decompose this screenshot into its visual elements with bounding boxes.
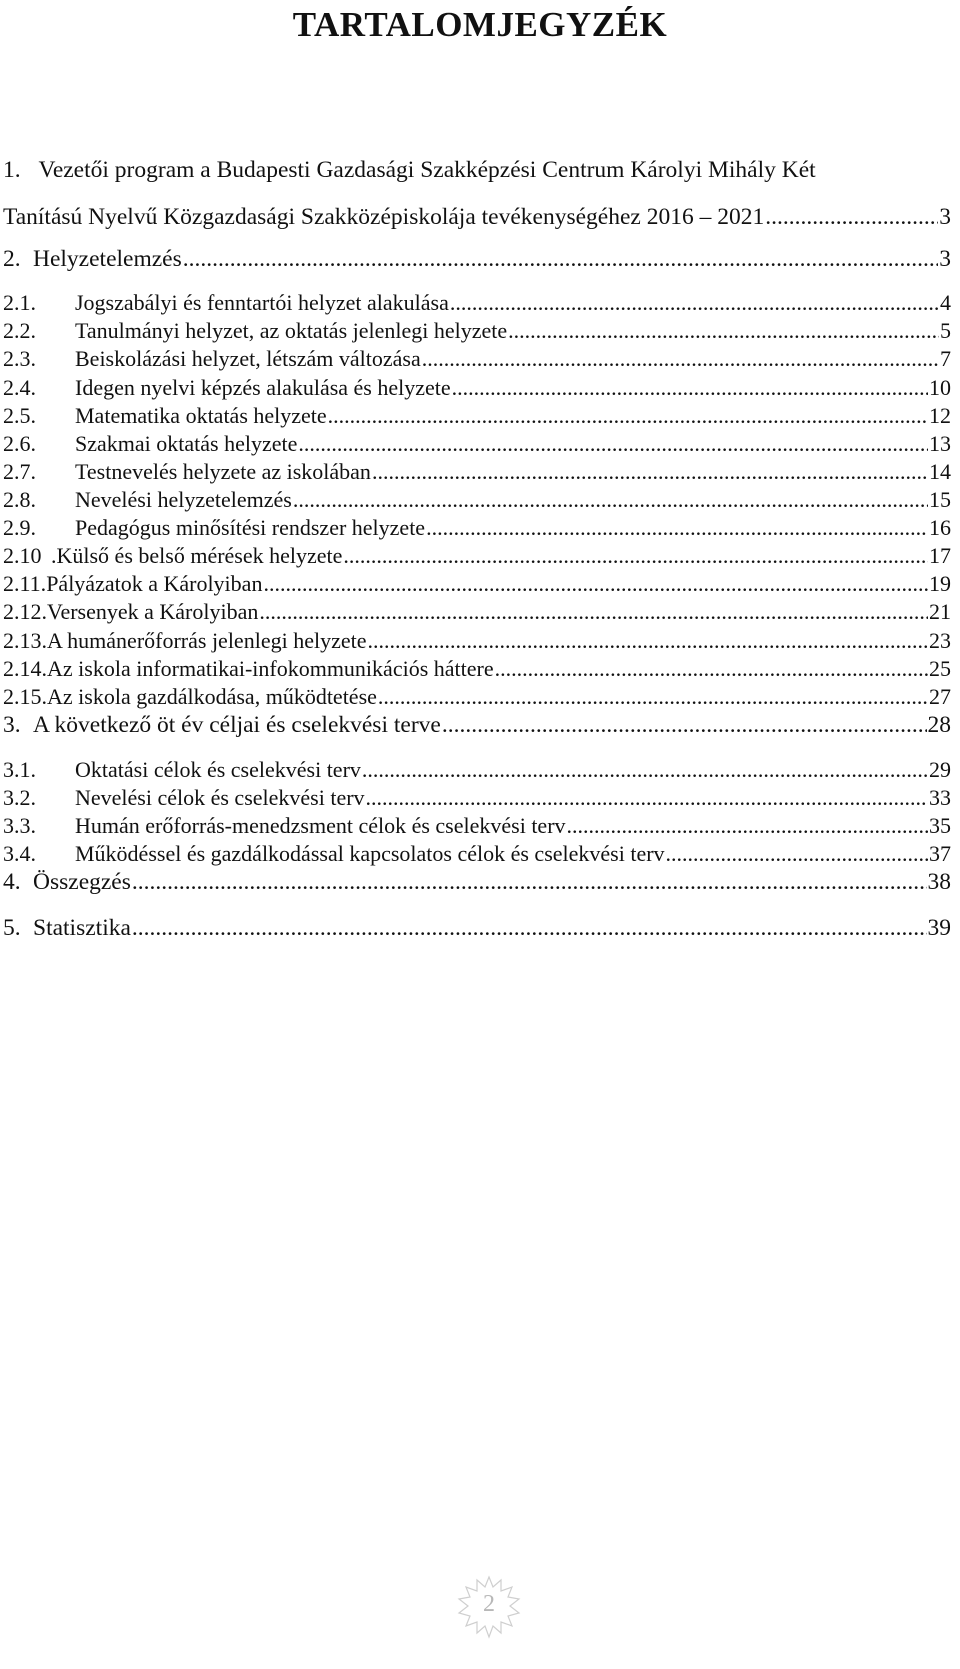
toc-entry-number: 2.8. xyxy=(3,487,36,512)
toc-entry-text: Oktatási célok és cselekvési terv xyxy=(75,757,361,782)
toc-entry-number: 2.11. xyxy=(3,571,47,596)
toc-entry-page: 38 xyxy=(927,869,951,895)
toc-entry-page: 16 xyxy=(929,515,951,540)
toc-leader-dots xyxy=(372,458,928,486)
toc-leader-dots xyxy=(765,203,938,231)
toc-entry-text: Matematika oktatás helyzete xyxy=(75,403,327,428)
toc-entry[interactable] xyxy=(3,570,951,598)
toc-entry[interactable] xyxy=(3,317,951,345)
toc-leader-dots xyxy=(328,402,928,430)
toc-entry-page: 5 xyxy=(940,318,951,343)
toc-entry-number: 2.6. xyxy=(3,431,36,456)
toc-entry-number: 2.5. xyxy=(3,403,36,428)
toc-leader-dots xyxy=(666,840,928,868)
toc-entry-text: .Külső és belső mérések helyzete xyxy=(51,543,343,568)
toc-leader-dots xyxy=(298,430,928,458)
toc-entry[interactable] xyxy=(3,458,951,486)
toc-leader-dots xyxy=(426,514,928,542)
toc-entry[interactable] xyxy=(3,598,951,626)
toc-entry-page: 35 xyxy=(929,813,951,838)
toc-entry-page: 4 xyxy=(940,290,951,315)
toc-entry-text: Az iskola informatikai-infokommunikációs háttere xyxy=(47,656,494,681)
toc-entry-text: Az iskola gazdálkodása, működtetése xyxy=(47,684,377,709)
toc-entry[interactable] xyxy=(3,542,951,570)
toc-entry-page: 13 xyxy=(929,431,951,456)
toc-entry[interactable] xyxy=(3,289,951,317)
toc-entry-page: 29 xyxy=(929,757,951,782)
toc-entry-text: Összegzés xyxy=(33,869,131,895)
toc-entry[interactable] xyxy=(3,430,951,458)
toc-entry-page: 37 xyxy=(929,841,951,866)
toc-entry-text: Működéssel és gazdálkodással kapcsolatos célok és cselekvési terv xyxy=(75,841,665,866)
page-title: TARTALOMJEGYZÉK xyxy=(292,5,668,44)
toc-entry[interactable] xyxy=(3,486,951,514)
toc-entry-number: 2.12. xyxy=(3,599,47,624)
toc-entry-text: Humán erőforrás-menedzsment célok és cselekvési terv xyxy=(75,813,566,838)
toc-entry-page: 33 xyxy=(929,785,951,810)
toc-entry-number: 2.13. xyxy=(3,628,47,653)
toc-entry-number: 2. xyxy=(3,246,21,272)
toc-leader-dots xyxy=(263,570,928,598)
toc-entry-text: Tanítású Nyelvű Közgazdasági Szakközépiskolája tevékenységéhez 2016 – 2021 xyxy=(3,204,765,230)
toc-entry-page: 10 xyxy=(929,375,951,400)
toc-entry[interactable] xyxy=(3,868,951,896)
toc-entry-number: 2.3. xyxy=(3,346,36,371)
toc-entry-text: Versenyek a Károlyiban xyxy=(47,599,259,624)
toc-entry-number: 3. xyxy=(3,712,21,738)
toc-entry[interactable] xyxy=(3,245,951,273)
toc-entry-number: 1. xyxy=(3,157,21,183)
toc-entry-text: Beiskolázási helyzet, létszám változása xyxy=(75,346,421,371)
toc-entry-text: Szakmai oktatás helyzete xyxy=(75,431,298,456)
toc-entry-number: 3.3. xyxy=(3,813,36,838)
toc-entry-text: Tanulmányi helyzet, az oktatás jelenlegi helyzete xyxy=(75,318,508,343)
toc-entry[interactable] xyxy=(3,345,951,373)
toc-leader-dots xyxy=(442,711,927,739)
page-number-badge xyxy=(457,1575,521,1639)
toc-leader-dots xyxy=(452,374,928,402)
toc-entry-number: 2.7. xyxy=(3,459,36,484)
toc-entry-page: 19 xyxy=(929,571,951,596)
toc-entry-text: Nevelési helyzetelemzés xyxy=(75,487,292,512)
toc-entry-page: 21 xyxy=(929,599,951,624)
toc-entry[interactable] xyxy=(3,711,951,739)
toc-entry-page: 25 xyxy=(929,656,951,681)
toc-entry-number: 2.1. xyxy=(3,290,36,315)
toc-entry-number: 4. xyxy=(3,869,21,895)
toc-entry-page: 14 xyxy=(929,459,951,484)
toc-entry-text: Helyzetelemzés xyxy=(33,246,182,272)
toc-leader-dots xyxy=(567,812,928,840)
toc-entry-text: Testnevelés helyzete az iskolában xyxy=(75,459,371,484)
toc-entry-page: 3 xyxy=(939,204,951,230)
toc-entry-number: 3.1. xyxy=(3,757,36,782)
toc-entry-number: 3.2. xyxy=(3,785,36,810)
toc-entry-number: 2.4. xyxy=(3,375,36,400)
toc-entry[interactable] xyxy=(3,402,951,430)
toc-entry[interactable] xyxy=(3,683,951,711)
toc-leader-dots xyxy=(450,289,939,317)
toc-entry[interactable] xyxy=(3,655,951,683)
toc-entry-page: 27 xyxy=(929,684,951,709)
toc-leader-dots xyxy=(366,784,928,812)
toc-entry-text: A humánerőforrás jelenlegi helyzete xyxy=(47,628,367,653)
toc-entry-text: Pályázatok a Károlyiban xyxy=(46,571,263,596)
toc-entry[interactable] xyxy=(3,914,951,942)
toc-entry[interactable] xyxy=(3,627,951,655)
toc-entry[interactable] xyxy=(3,840,951,868)
toc-leader-dots xyxy=(132,914,927,942)
toc-entry[interactable] xyxy=(3,812,951,840)
toc-entry-number: 2.10 xyxy=(3,543,42,568)
page-number: 2 xyxy=(483,1591,495,1617)
toc-entry-page: 23 xyxy=(929,628,951,653)
toc-leader-dots xyxy=(259,598,928,626)
toc-leader-dots xyxy=(293,486,928,514)
toc-entry-page: 7 xyxy=(940,346,951,371)
toc-entry-text: Vezetői program a Budapesti Gazdasági Szakképzési Centrum Károlyi Mihály Két xyxy=(38,157,816,183)
toc-entry-page: 15 xyxy=(929,487,951,512)
toc-entry-number: 2.2. xyxy=(3,318,36,343)
toc-entry-text: Nevelési célok és cselekvési terv xyxy=(75,785,365,810)
toc-leader-dots xyxy=(378,683,928,711)
toc-entry[interactable] xyxy=(3,756,951,784)
toc-leader-dots xyxy=(183,245,939,273)
toc-leader-dots xyxy=(367,627,928,655)
toc-leader-dots xyxy=(422,345,939,373)
toc-entry-page: 12 xyxy=(929,403,951,428)
toc-entry-text: Jogszabályi és fenntartói helyzet alakulása xyxy=(75,290,449,315)
toc-leader-dots xyxy=(343,542,928,570)
toc-entry-number: 2.14. xyxy=(3,656,47,681)
toc-entry-page: 39 xyxy=(927,915,951,941)
toc-leader-dots xyxy=(132,868,927,896)
toc-entry-page: 28 xyxy=(927,712,951,738)
toc-entry-text: Pedagógus minősítési rendszer helyzete xyxy=(75,515,426,540)
toc-entry-page: 17 xyxy=(929,543,951,568)
toc-entry-number: 5. xyxy=(3,915,21,941)
toc-entry[interactable] xyxy=(3,514,951,542)
toc-leader-dots xyxy=(508,317,939,345)
toc-entry[interactable] xyxy=(3,784,951,812)
toc-entry-number: 2.9. xyxy=(3,515,36,540)
toc-leader-dots xyxy=(362,756,928,784)
toc-leader-dots xyxy=(495,655,928,683)
toc-entry-page: 3 xyxy=(939,246,951,272)
toc-entry-number: 3.4. xyxy=(3,841,36,866)
toc-entry-1-line2[interactable] xyxy=(3,203,951,231)
toc-entry[interactable] xyxy=(3,374,951,402)
toc-entry-text: Statisztika xyxy=(33,915,131,941)
toc-entry-number: 2.15. xyxy=(3,684,47,709)
toc-entry-text: Idegen nyelvi képzés alakulása és helyzete xyxy=(75,375,451,400)
toc-entry-text: A következő öt év céljai és cselekvési terve xyxy=(33,712,441,738)
toc-entry-1-line1[interactable] xyxy=(3,156,951,184)
